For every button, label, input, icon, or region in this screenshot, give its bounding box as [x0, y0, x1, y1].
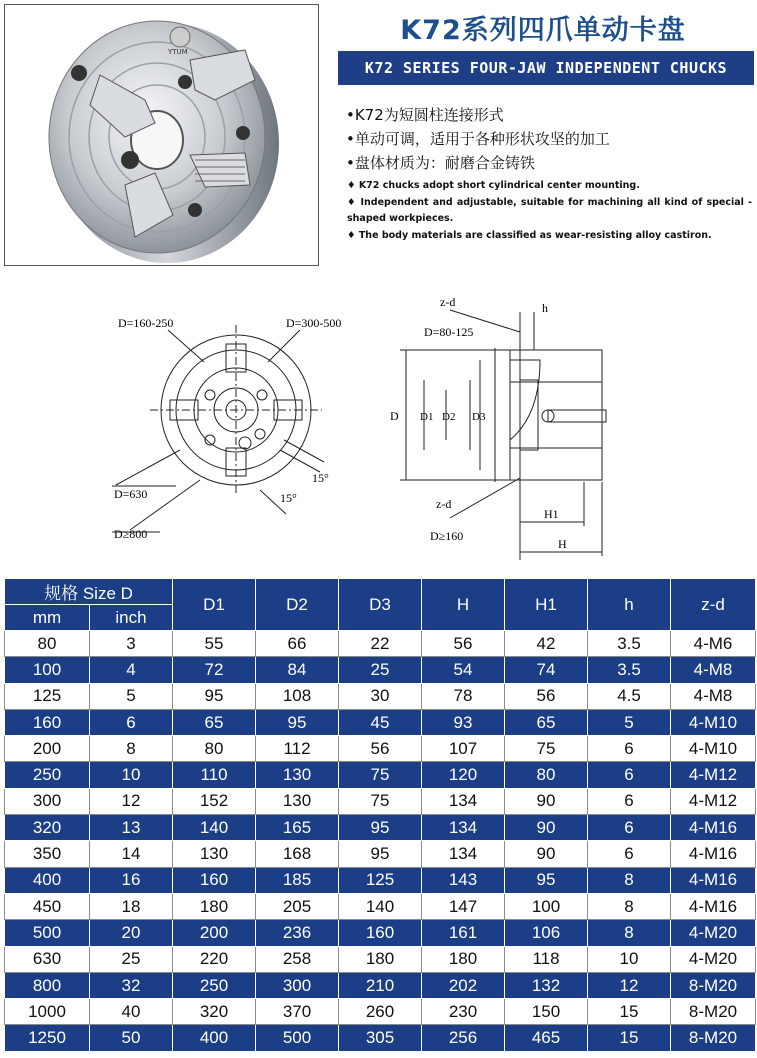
table-cell: 4-M16: [671, 841, 756, 867]
label-side-zd-bottom: z-d: [436, 497, 452, 511]
table-cell: 320: [5, 815, 90, 841]
header-inch: inch: [90, 605, 173, 631]
label-side-H: H: [558, 537, 567, 551]
label-angle-2: 15°: [280, 491, 297, 505]
table-cell: 250: [5, 762, 90, 788]
table-cell: 110: [173, 762, 256, 788]
label-side-D3: D3: [472, 411, 486, 423]
table-cell: 112: [256, 736, 339, 762]
table-cell: 8: [588, 893, 671, 919]
table-cell: 10: [588, 946, 671, 972]
table-cell: 4-M6: [671, 631, 756, 657]
features-cn-list: [346, 103, 610, 175]
table-cell: 160: [173, 867, 256, 893]
table-cell: 8: [588, 920, 671, 946]
label-side-h: h: [542, 301, 548, 315]
table-cell: 90: [505, 788, 588, 814]
features-en-list: [347, 178, 752, 244]
table-cell: 12: [588, 972, 671, 998]
spec-table-body: [5, 631, 756, 1052]
technical-drawing: [100, 290, 620, 565]
table-cell: 75: [339, 762, 422, 788]
table-cell: 93: [422, 709, 505, 735]
table-cell: 25: [90, 946, 173, 972]
table-cell: 132: [505, 972, 588, 998]
table-cell: 16: [90, 867, 173, 893]
table-cell: 56: [339, 736, 422, 762]
table-cell: 630: [5, 946, 90, 972]
table-cell: 134: [422, 841, 505, 867]
table-cell: 150: [505, 999, 588, 1025]
label-side-D2: D2: [442, 411, 456, 423]
product-photo: [4, 4, 319, 266]
table-cell: 6: [588, 736, 671, 762]
table-cell: 15: [588, 999, 671, 1025]
table-cell: 4-M16: [671, 893, 756, 919]
table-cell: 20: [90, 920, 173, 946]
label-front-d2: D=300-500: [286, 316, 342, 330]
table-cell: 90: [505, 841, 588, 867]
table-row: [5, 709, 756, 735]
table-cell: 8-M20: [671, 999, 756, 1025]
table-row: [5, 657, 756, 683]
table-row: [5, 920, 756, 946]
header-H: H: [422, 579, 505, 631]
feature-cn-item: •盘体材质为：耐磨合金铸铁: [346, 154, 535, 172]
table-cell: 4-M12: [671, 762, 756, 788]
table-cell: 25: [339, 657, 422, 683]
table-cell: 500: [5, 920, 90, 946]
table-cell: 160: [5, 709, 90, 735]
table-cell: 120: [422, 762, 505, 788]
table-cell: 95: [173, 683, 256, 709]
table-cell: 130: [256, 788, 339, 814]
table-cell: 147: [422, 893, 505, 919]
label-front-d1: D=160-250: [118, 316, 174, 330]
table-cell: 54: [422, 657, 505, 683]
header-zd: z-d: [671, 579, 756, 631]
table-cell: 45: [339, 709, 422, 735]
table-cell: 42: [505, 631, 588, 657]
table-cell: 32: [90, 972, 173, 998]
header-size: 规格 Size D: [5, 579, 173, 605]
table-cell: 165: [256, 815, 339, 841]
table-cell: 130: [173, 841, 256, 867]
table-row: [5, 683, 756, 709]
table-cell: 160: [339, 920, 422, 946]
table-cell: 15: [588, 1025, 671, 1051]
table-cell: 8-M20: [671, 972, 756, 998]
table-row: [5, 999, 756, 1025]
table-cell: 65: [505, 709, 588, 735]
table-cell: 350: [5, 841, 90, 867]
table-cell: 4-M20: [671, 920, 756, 946]
table-row: [5, 893, 756, 919]
table-cell: 300: [5, 788, 90, 814]
table-cell: 180: [422, 946, 505, 972]
table-row: [5, 736, 756, 762]
table-cell: 65: [173, 709, 256, 735]
table-cell: 118: [505, 946, 588, 972]
table-cell: 80: [173, 736, 256, 762]
table-cell: 6: [588, 788, 671, 814]
chuck-illustration: [5, 5, 318, 265]
table-cell: 125: [5, 683, 90, 709]
table-cell: 10: [90, 762, 173, 788]
label-angle-1: 15°: [312, 471, 329, 485]
table-cell: 140: [339, 893, 422, 919]
table-cell: 305: [339, 1025, 422, 1051]
header-d3: D3: [339, 579, 422, 631]
header-H1: H1: [505, 579, 588, 631]
table-cell: 4-M12: [671, 788, 756, 814]
label-side-d-min: D≥160: [430, 529, 464, 543]
table-cell: 370: [256, 999, 339, 1025]
feature-en-item: ♦ K72 chucks adopt short cylindrical center mounting.: [347, 180, 640, 191]
table-cell: 185: [256, 867, 339, 893]
table-cell: 106: [505, 920, 588, 946]
table-row: [5, 788, 756, 814]
table-cell: 75: [505, 736, 588, 762]
table-cell: 90: [505, 815, 588, 841]
table-cell: 95: [256, 709, 339, 735]
table-cell: 450: [5, 893, 90, 919]
table-cell: 236: [256, 920, 339, 946]
table-cell: 8: [588, 867, 671, 893]
table-cell: 108: [256, 683, 339, 709]
table-cell: 56: [505, 683, 588, 709]
side-view: [400, 310, 606, 560]
label-side-D: D: [390, 409, 399, 423]
table-cell: 256: [422, 1025, 505, 1051]
table-cell: 8-M20: [671, 1025, 756, 1051]
table-cell: 400: [173, 1025, 256, 1051]
table-cell: 320: [173, 999, 256, 1025]
table-cell: 74: [505, 657, 588, 683]
brand-logo-text: YTUM: [168, 48, 188, 56]
table-row: [5, 946, 756, 972]
table-cell: 1000: [5, 999, 90, 1025]
label-front-d3: D=630: [114, 487, 148, 501]
table-row: [5, 972, 756, 998]
table-cell: 202: [422, 972, 505, 998]
header-d2: D2: [256, 579, 339, 631]
table-cell: 40: [90, 999, 173, 1025]
table-cell: 180: [339, 946, 422, 972]
table-cell: 55: [173, 631, 256, 657]
table-cell: 200: [5, 736, 90, 762]
table-cell: 220: [173, 946, 256, 972]
table-cell: 4-M8: [671, 657, 756, 683]
table-cell: 100: [505, 893, 588, 919]
table-cell: 152: [173, 788, 256, 814]
table-cell: 8: [90, 736, 173, 762]
table-row: [5, 841, 756, 867]
label-side-H1: H1: [544, 507, 559, 521]
table-cell: 6: [588, 762, 671, 788]
table-cell: 3: [90, 631, 173, 657]
bolt-hole-icon: [71, 65, 87, 81]
table-cell: 78: [422, 683, 505, 709]
table-cell: 500: [256, 1025, 339, 1051]
feature-cn-item: •单动可调，适用于各种形状攻坚的加工: [346, 130, 610, 148]
table-cell: 180: [173, 893, 256, 919]
table-cell: 75: [339, 788, 422, 814]
spec-table: [4, 578, 756, 1052]
table-cell: 140: [173, 815, 256, 841]
label-side-zd-top: z-d: [440, 295, 456, 309]
table-cell: 14: [90, 841, 173, 867]
table-cell: 125: [339, 867, 422, 893]
table-cell: 6: [588, 815, 671, 841]
table-cell: 80: [5, 631, 90, 657]
table-cell: 143: [422, 867, 505, 893]
table-cell: 4-M8: [671, 683, 756, 709]
table-cell: 300: [256, 972, 339, 998]
table-cell: 4: [90, 657, 173, 683]
feature-en-item: ♦ Independent and adjustable, suitable for machining all kind of special -shaped workpieces.: [347, 196, 752, 224]
table-row: [5, 1025, 756, 1051]
table-row: [5, 631, 756, 657]
table-cell: 134: [422, 815, 505, 841]
title-en-banner: K72 SERIES FOUR-JAW INDEPENDENT CHUCKS: [338, 51, 754, 85]
table-cell: 4-M16: [671, 815, 756, 841]
table-cell: 18: [90, 893, 173, 919]
table-cell: 800: [5, 972, 90, 998]
table-cell: 250: [173, 972, 256, 998]
table-cell: 134: [422, 788, 505, 814]
table-row: [5, 815, 756, 841]
table-cell: 400: [5, 867, 90, 893]
table-cell: 50: [90, 1025, 173, 1051]
header-d1: D1: [173, 579, 256, 631]
table-cell: 30: [339, 683, 422, 709]
label-side-D1: D1: [420, 411, 434, 423]
table-cell: 130: [256, 762, 339, 788]
table-cell: 4-M10: [671, 709, 756, 735]
table-cell: 6: [588, 841, 671, 867]
table-cell: 6: [90, 709, 173, 735]
table-cell: 205: [256, 893, 339, 919]
table-row: [5, 762, 756, 788]
table-cell: 84: [256, 657, 339, 683]
table-cell: 465: [505, 1025, 588, 1051]
table-cell: 230: [422, 999, 505, 1025]
feature-cn-item: •K72为短圆柱连接形式: [346, 106, 504, 124]
table-cell: 12: [90, 788, 173, 814]
table-cell: 4-M10: [671, 736, 756, 762]
table-cell: 5: [588, 709, 671, 735]
table-cell: 1250: [5, 1025, 90, 1051]
table-row: [5, 867, 756, 893]
table-cell: 72: [173, 657, 256, 683]
table-cell: 22: [339, 631, 422, 657]
table-cell: 258: [256, 946, 339, 972]
table-cell: 168: [256, 841, 339, 867]
title-cn: K72系列四爪单动卡盘: [400, 15, 686, 46]
table-cell: 3.5: [588, 631, 671, 657]
table-cell: 80: [505, 762, 588, 788]
table-cell: 13: [90, 815, 173, 841]
table-cell: 260: [339, 999, 422, 1025]
label-front-d4: D≥800: [114, 527, 148, 541]
table-cell: 4-M16: [671, 867, 756, 893]
table-cell: 4-M20: [671, 946, 756, 972]
label-side-d-range: D=80-125: [424, 325, 474, 339]
table-cell: 66: [256, 631, 339, 657]
table-cell: 200: [173, 920, 256, 946]
table-cell: 95: [339, 815, 422, 841]
table-cell: 107: [422, 736, 505, 762]
feature-en-item: ♦ The body materials are classified as wear-resisting alloy castiron.: [347, 229, 712, 241]
table-cell: 95: [505, 867, 588, 893]
table-cell: 100: [5, 657, 90, 683]
table-cell: 56: [422, 631, 505, 657]
table-cell: 3.5: [588, 657, 671, 683]
table-cell: 95: [339, 841, 422, 867]
table-cell: 5: [90, 683, 173, 709]
header-mm: mm: [5, 605, 90, 631]
table-cell: 4.5: [588, 683, 671, 709]
header-h: h: [588, 579, 671, 631]
table-cell: 161: [422, 920, 505, 946]
table-cell: 210: [339, 972, 422, 998]
